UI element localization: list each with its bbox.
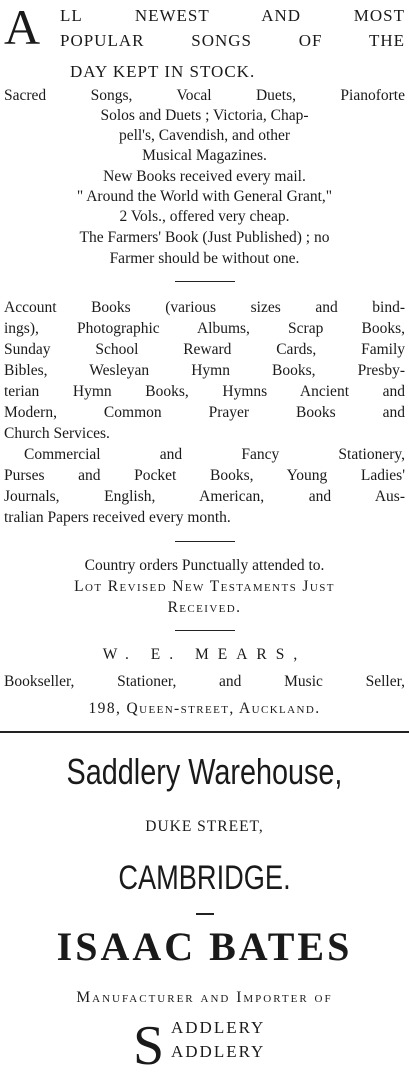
product-line-1: ADDLERY — [171, 1018, 266, 1037]
stock-text-line: Musical Magazines. — [142, 147, 267, 164]
stationery-text-line: Church Services. — [4, 425, 110, 442]
section-divider — [175, 281, 235, 282]
stock-text-line: pell's, Cavendish, and other — [118, 127, 291, 144]
stationery-text-line: Purses and Pocket Books, Young Ladies' — [4, 467, 405, 484]
stationery-text-line: Sunday School Reward Cards, Family — [4, 341, 405, 358]
proprietor-name: ISAAC BATES — [56, 924, 353, 969]
town-divider — [196, 913, 214, 915]
proprietor-trade: Manufacturer and Importer of — [76, 989, 333, 1006]
product-line-2: ADDLERY — [171, 1042, 266, 1061]
stationery-text-line: ings), Photographic Albums, Scrap Books, — [4, 320, 405, 337]
stationery-text-line: Commercial and Fancy Stationery, — [24, 446, 405, 463]
stock-text-line: New Books received every mail. — [103, 168, 306, 185]
product-initial: S — [133, 1015, 165, 1077]
saddlery-street: DUKE STREET, — [145, 818, 264, 835]
stationery-text-line: terian Hymn Books, Hymns Ancient and — [4, 383, 405, 400]
saddlery-title: Saddlery Warehouse, — [66, 751, 343, 792]
stock-text-line: Farmer should be without one. — [109, 250, 300, 267]
signature-address: 198, Queen-street, Auckland. — [88, 700, 321, 717]
stationery-text-line: Journals, English, American, and Aus- — [4, 488, 405, 505]
orders-text-line: Received. — [167, 599, 242, 616]
stock-text-line: Solos and Duets ; Victoria, Chap- — [100, 107, 309, 124]
headline-line-3: DAY KEPT IN STOCK. — [70, 62, 256, 81]
stationery-text-line: Account Books (various sizes and bind- — [4, 299, 405, 316]
stock-text-line: 2 Vols., offered very cheap. — [119, 208, 290, 225]
stock-text-line: Sacred Songs, Vocal Duets, Pianoforte — [4, 87, 405, 104]
stationery-text-line: Modern, Common Prayer Books and — [4, 404, 405, 421]
section-divider — [175, 541, 235, 542]
orders-text-line: Lot Revised New Testaments Just — [74, 578, 335, 595]
signature-name: W. E. MEARS, — [102, 646, 307, 663]
stock-text-line: The Farmers' Book (Just Published) ; no — [79, 229, 330, 246]
section-divider — [175, 630, 235, 631]
saddlery-product-block — [125, 1012, 295, 1084]
stock-text-line: " Around the World with General Grant," — [76, 188, 333, 205]
stationery-text-line: tralian Papers received every month. — [4, 509, 231, 526]
headline-drop-cap: A — [4, 0, 41, 55]
stationery-text-line: Bibles, Wesleyan Hymn Books, Presby- — [4, 362, 405, 379]
saddlery-town: CAMBRIDGE. — [118, 859, 291, 897]
signature-trade: Bookseller, Stationer, and Music Seller, — [4, 673, 405, 690]
headline-line-2: POPULAR SONGS OF THE — [60, 31, 405, 50]
orders-text-line: Country orders Punctually attended to. — [84, 557, 325, 574]
headline-line-1: LL NEWEST AND MOST — [60, 6, 405, 25]
advertisement-separator — [0, 731, 409, 733]
